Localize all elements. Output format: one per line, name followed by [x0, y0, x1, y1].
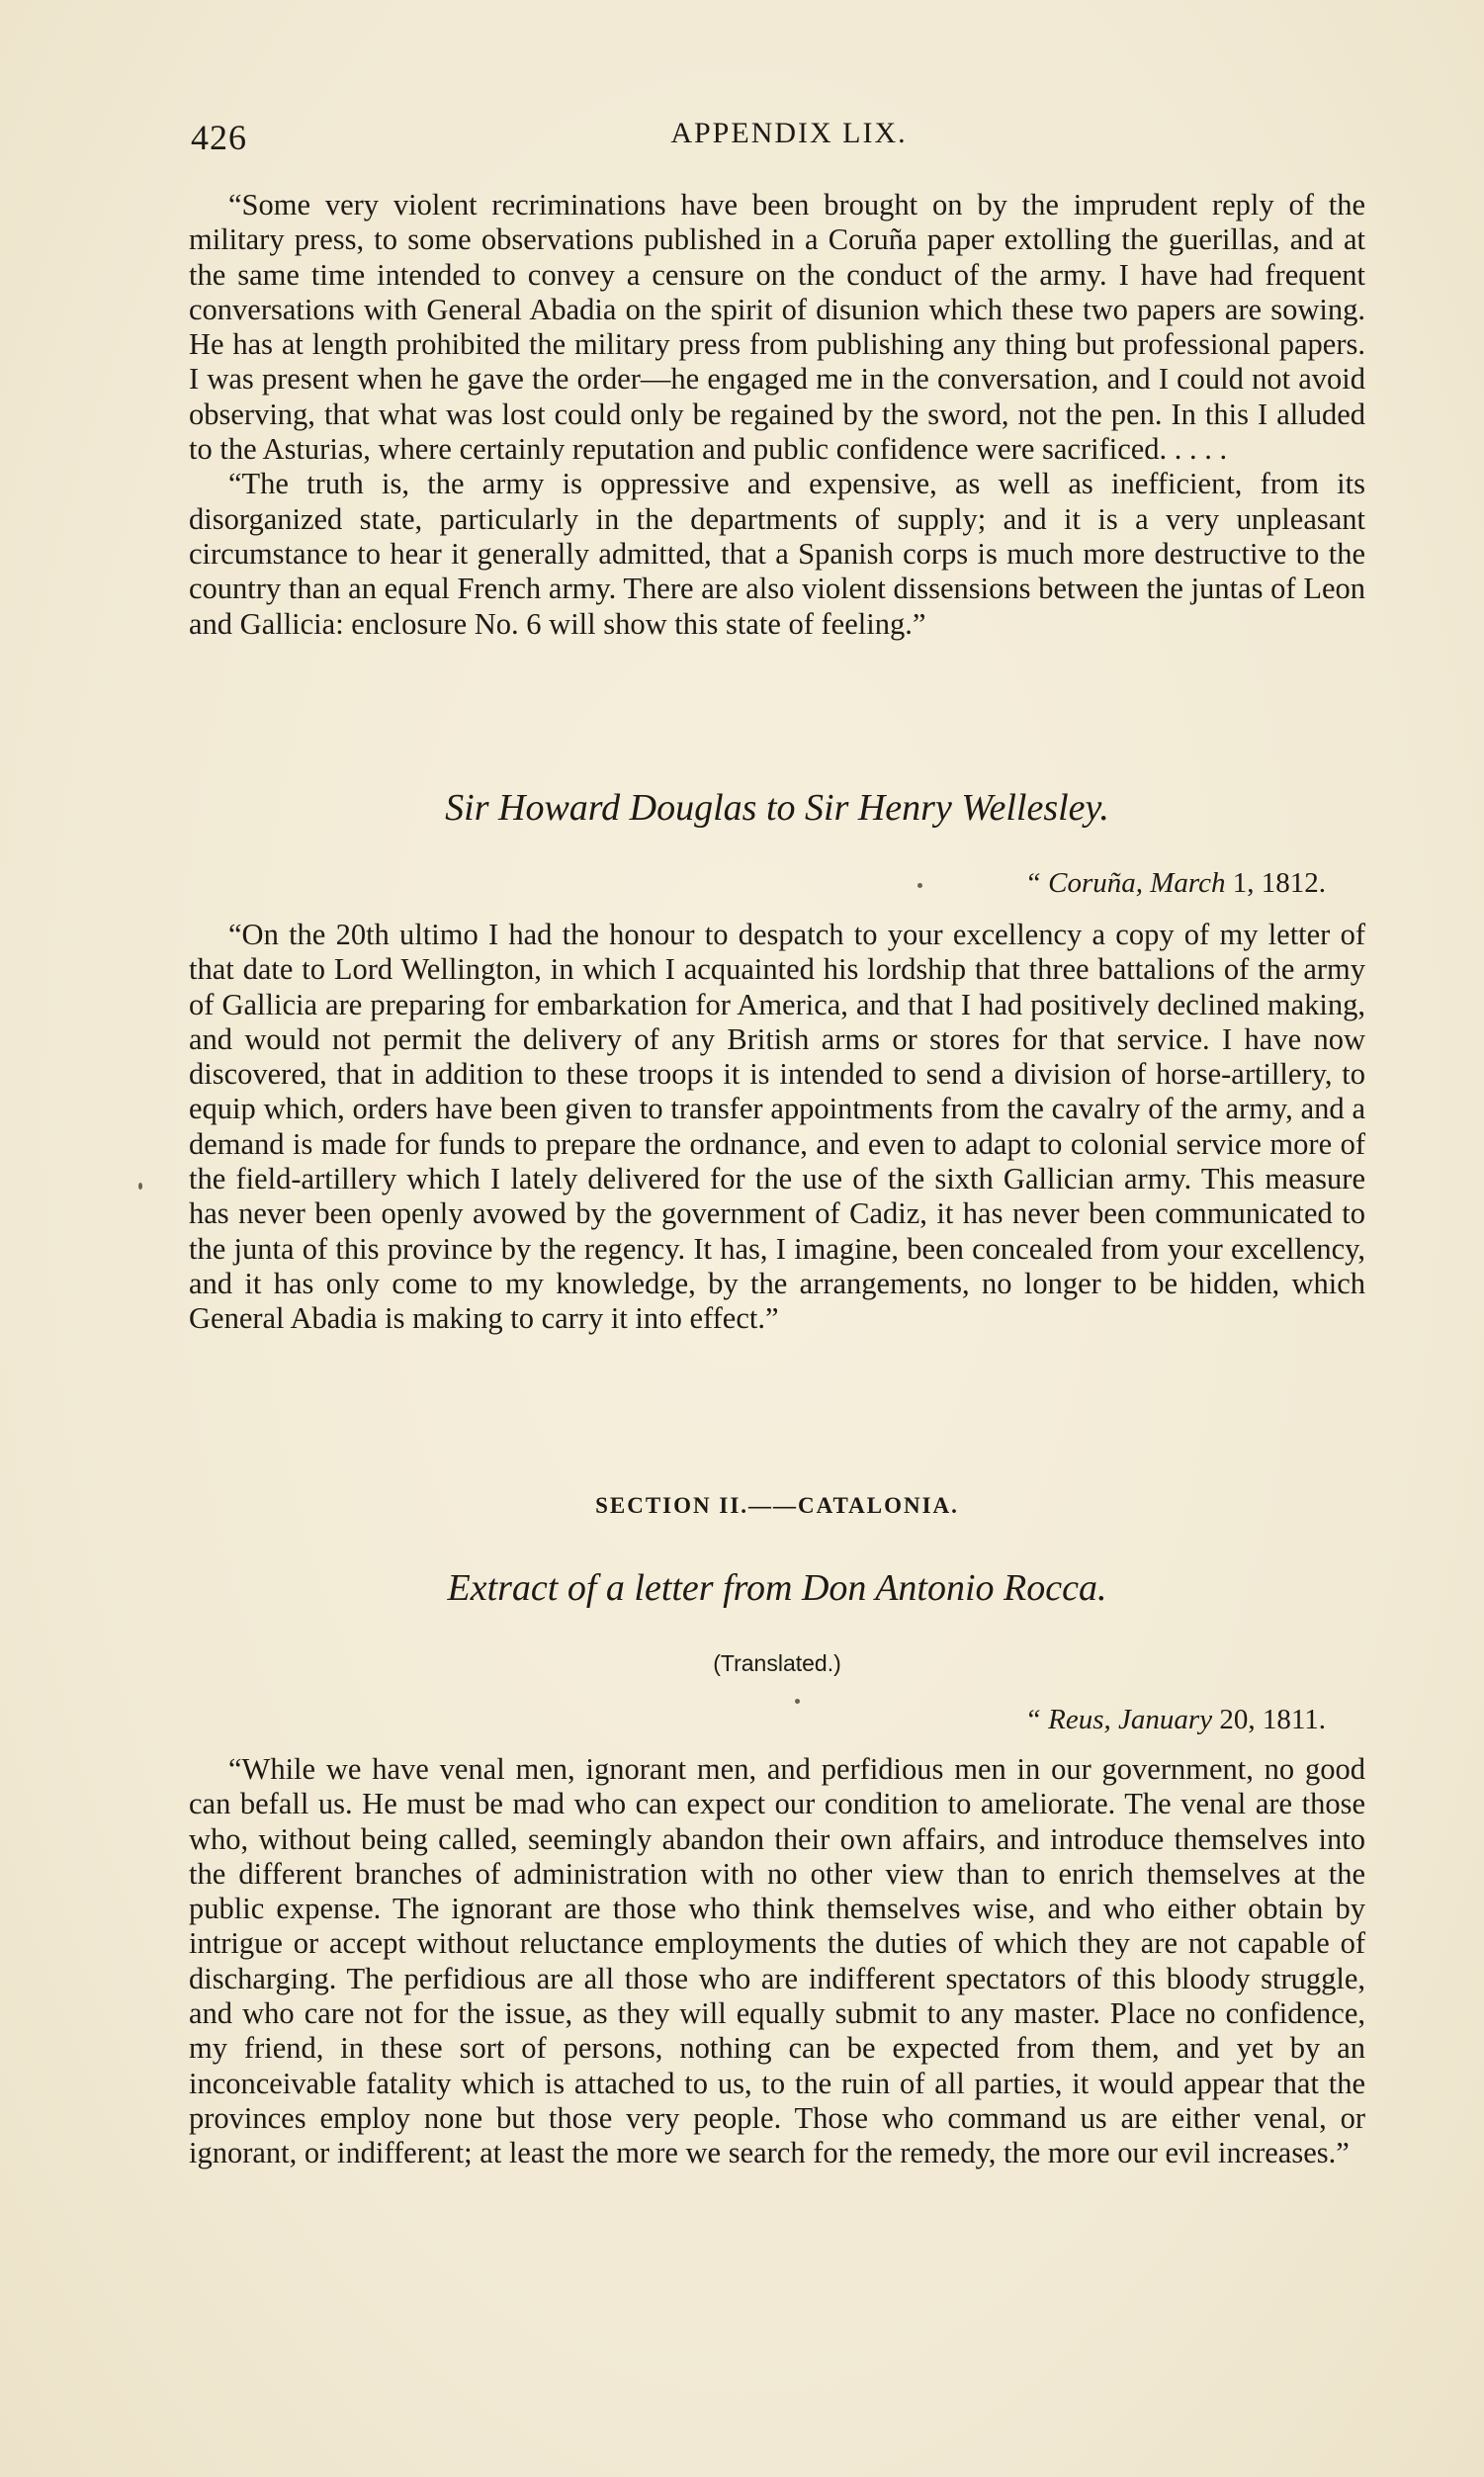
douglas-letter — [189, 918, 1365, 1337]
ink-speck — [795, 1699, 800, 1704]
paragraph-douglas-letter: “On the 20th ultimo I had the honour to despatch to your excellency a copy of my letter of that date to Lord Wellington, in which I acquainted his lordship that three battalions of the army of Gallicia are preparing for embarkation for America, and that I had positively declined making, and would not permit the delivery of any British arms or stores for that service. I have now discovered, that in addition to these troops it is intended to send a division of horse-artillery, to equip which, orders have been given to transfer appointments from the cavalry of the army, and a demand is made for funds to prepare the ordnance, and even to adapt to colonial service more of the field-artillery which I lately delivered for the use of the sixth Gallician army. This measure has never been openly avowed by the government of Cadiz, it has never been communicated to the junta of this province by the regency. It has, I imagine, been concealed from your excellency, and it has only come to my knowledge, by the arrangements, no longer to be hidden, which General Abadia is making to carry it into effect.” — [189, 918, 1365, 1336]
dateline-date: 20, 1811. — [1212, 1704, 1326, 1735]
running-title: APPENDIX LIX. — [670, 117, 908, 149]
paragraph-army-oppressive: “The truth is, the army is oppressive and expensive, as well as inefficient, from its disorganized state, particularly in the departments of supply; and it is a very unpleasant circumstance to hear it generally admitted, that a Spanish corps is much more destructive to the country than an equal French army. There are also violent dissensions between the juntas of Leon and Gallicia: enclosure No. 6 will show this state of feeling.” — [189, 467, 1365, 641]
dateline-reus — [1025, 1704, 1326, 1736]
letter-heading-douglas: Sir Howard Douglas to Sir Henry Wellesley. — [445, 787, 1109, 829]
dateline-coruna — [1025, 867, 1326, 900]
dateline-place: “ Coruña, March — [1024, 867, 1226, 899]
dateline-place: “ Reus, January — [1024, 1704, 1213, 1735]
page-number: 426 — [191, 118, 247, 157]
rocca-letter — [189, 1752, 1365, 2171]
dateline-date: 1, 1812. — [1225, 867, 1326, 899]
running-head — [191, 111, 1348, 160]
opening-extract — [189, 188, 1365, 642]
section-heading: SECTION II.——CATALONIA. — [595, 1493, 959, 1518]
letter-heading-rocca: Extract of a letter from Don Antonio Rocca. — [447, 1567, 1107, 1609]
ink-speck — [917, 883, 922, 888]
translated-note: (Translated.) — [713, 1650, 841, 1676]
paragraph-rocca-letter: “While we have venal men, ignorant men, and perfidious men in our government, no good can befall us. He must be mad who can expect our condition to ameliorate. The venal are those who, without being called, seemingly abandon their own affairs, and introduce themselves into the different branches of administration with no other view than to enrich themselves at the public expense. The ignorant are those who think themselves wise, and who either obtain by intrigue or accept without reluctance employments the duties of which they are not capable of discharging. The perfidious are all those who are indifferent spectators of this bloody struggle, and who care not for the issue, as they will equally submit to any master. Place no confidence, my friend, in these sort of persons, nothing can be expected from them, and yet by an inconceivable fatality which is attached to us, to the ruin of all parties, it would appear that the provinces employ none but those very people. Those who command us are either venal, or ignorant, or indifferent; at least the more we search for the remedy, the more our evil increases.” — [189, 1752, 1365, 2170]
ink-speck — [138, 1183, 142, 1190]
paragraph-recriminations: “Some very violent recriminations have been brought on by the imprudent reply of the military press, to some observations published in a Coruña paper extolling the guerillas, and at the same time intended to convey a censure on the conduct of the army. I have had frequent conversations with General Abadia on the spirit of disunion which these two papers are sowing. He has at length prohibited the military press from publishing any thing but professional papers. I was present when he gave the order—he engaged me in the conversation, and I could not avoid observing, that what was lost could only be regained by the sword, not the pen. In this I alluded to the Asturias, where certainly reputation and public confidence were sacrificed. . . . . — [189, 188, 1365, 467]
